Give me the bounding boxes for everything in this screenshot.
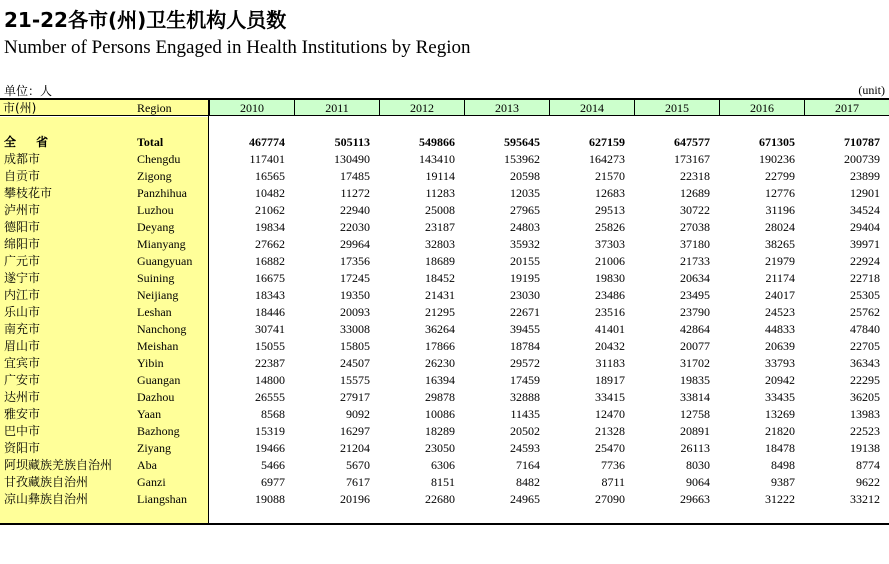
table-row-total <box>0 134 889 151</box>
table-row <box>0 338 889 355</box>
region-name-cn: 阿坝藏族羌族自治州 <box>4 458 113 472</box>
cell-value: 24803 <box>510 220 540 234</box>
cell-value: 37303 <box>595 237 625 251</box>
cell-value: 25826 <box>595 220 625 234</box>
cell-value: 21820 <box>765 424 795 438</box>
cell-value: 18784 <box>510 339 540 353</box>
cell-value: 35932 <box>510 237 540 251</box>
cell-value: 12776 <box>765 186 795 200</box>
region-name-en: Yaan <box>137 407 162 421</box>
cell-value: 30722 <box>680 203 710 217</box>
table-row <box>0 151 889 168</box>
cell-value: 153962 <box>504 152 540 166</box>
cell-value: 23050 <box>425 441 455 455</box>
cell-value: 12758 <box>680 407 710 421</box>
table-row <box>0 321 889 338</box>
cell-value: 29878 <box>425 390 455 404</box>
header-year-0: 2010 <box>209 100 294 116</box>
table-bottom-rule <box>0 523 889 525</box>
cell-value: 24017 <box>765 288 795 302</box>
cell-value: 22924 <box>850 254 880 268</box>
region-name-cn: 资阳市 <box>4 441 41 455</box>
cell-value: 18478 <box>765 441 795 455</box>
header-year-4: 2014 <box>549 100 634 116</box>
cell-value: 16675 <box>255 271 285 285</box>
region-name-en: Bazhong <box>137 424 180 438</box>
cell-value: 30741 <box>255 322 285 336</box>
region-name-en: Leshan <box>137 305 172 319</box>
cell-value: 18446 <box>255 305 285 319</box>
cell-value: 15319 <box>255 424 285 438</box>
table-row <box>0 270 889 287</box>
cell-value: 22671 <box>510 305 540 319</box>
region-name-en: Deyang <box>137 220 175 234</box>
cell-value: 20502 <box>510 424 540 438</box>
cell-value: 8151 <box>431 475 455 489</box>
cell-value: 31222 <box>765 492 795 506</box>
cell-value: 21174 <box>765 271 795 285</box>
cell-value: 595645 <box>504 135 540 149</box>
cell-value: 9387 <box>771 475 795 489</box>
table-row <box>0 304 889 321</box>
table-row <box>0 423 889 440</box>
cell-value: 27662 <box>255 237 285 251</box>
region-name-en: Ziyang <box>137 441 171 455</box>
cell-value: 21570 <box>595 169 625 183</box>
cell-value: 19466 <box>255 441 285 455</box>
cell-value: 18452 <box>425 271 455 285</box>
cell-value: 19114 <box>425 169 455 183</box>
header-region-cn: 市(州) <box>0 100 134 116</box>
cell-value: 627159 <box>589 135 625 149</box>
region-name-en: Ganzi <box>137 475 166 489</box>
region-name-cn: 全 省 <box>4 135 57 149</box>
region-name-cn: 德阳市 <box>4 220 41 234</box>
header-year-7: 2017 <box>804 100 889 116</box>
cell-value: 21431 <box>425 288 455 302</box>
region-name-en: Aba <box>137 458 157 472</box>
cell-value: 36264 <box>425 322 455 336</box>
cell-value: 31196 <box>765 203 795 217</box>
region-name-en: Luzhou <box>137 203 174 217</box>
cell-value: 22318 <box>680 169 710 183</box>
cell-value: 7617 <box>346 475 370 489</box>
region-name-en: Zigong <box>137 169 172 183</box>
cell-value: 16297 <box>340 424 370 438</box>
cell-value: 19830 <box>595 271 625 285</box>
table-row <box>0 219 889 236</box>
cell-value: 20093 <box>340 305 370 319</box>
header-year-3: 2013 <box>464 100 549 116</box>
header-year-2: 2012 <box>379 100 464 116</box>
cell-value: 23030 <box>510 288 540 302</box>
cell-value: 8568 <box>261 407 285 421</box>
region-name-cn: 泸州市 <box>4 203 41 217</box>
region-name-en: Dazhou <box>137 390 175 404</box>
cell-value: 20634 <box>680 271 710 285</box>
region-name-en: Meishan <box>137 339 179 353</box>
cell-value: 21006 <box>595 254 625 268</box>
cell-value: 6306 <box>431 458 455 472</box>
cell-value: 32803 <box>425 237 455 251</box>
cell-value: 21295 <box>425 305 455 319</box>
cell-value: 22295 <box>850 373 880 387</box>
cell-value: 6977 <box>261 475 285 489</box>
region-name-en: Chengdu <box>137 152 181 166</box>
cell-value: 33435 <box>765 390 795 404</box>
cell-value: 15055 <box>255 339 285 353</box>
cell-value: 24593 <box>510 441 540 455</box>
cell-value: 117401 <box>249 152 285 166</box>
cell-value: 11283 <box>425 186 455 200</box>
cell-value: 29513 <box>595 203 625 217</box>
cell-value: 33212 <box>850 492 880 506</box>
cell-value: 7164 <box>516 458 540 472</box>
table-row <box>0 168 889 185</box>
cell-value: 20891 <box>680 424 710 438</box>
cell-value: 27917 <box>340 390 370 404</box>
cell-value: 29663 <box>680 492 710 506</box>
cell-value: 8711 <box>601 475 625 489</box>
cell-value: 5670 <box>346 458 370 472</box>
cell-value: 19195 <box>510 271 540 285</box>
region-name-en: Guangyuan <box>137 254 193 268</box>
cell-value: 23790 <box>680 305 710 319</box>
table-row <box>0 372 889 389</box>
cell-value: 12901 <box>850 186 880 200</box>
table-row <box>0 457 889 474</box>
cell-value: 9622 <box>856 475 880 489</box>
cell-value: 22799 <box>765 169 795 183</box>
cell-value: 33415 <box>595 390 625 404</box>
cell-value: 25305 <box>850 288 880 302</box>
table-header <box>0 100 889 117</box>
cell-value: 41401 <box>595 322 625 336</box>
cell-value: 13983 <box>850 407 880 421</box>
table-row <box>0 236 889 253</box>
cell-value: 14800 <box>255 373 285 387</box>
cell-value: 9092 <box>346 407 370 421</box>
cell-value: 190236 <box>759 152 795 166</box>
cell-value: 34524 <box>850 203 880 217</box>
region-name-en: Liangshan <box>137 492 187 506</box>
cell-value: 671305 <box>759 135 795 149</box>
cell-value: 19834 <box>255 220 285 234</box>
cell-value: 16565 <box>255 169 285 183</box>
table-row <box>0 389 889 406</box>
cell-value: 26113 <box>680 441 710 455</box>
table-row <box>0 185 889 202</box>
cell-value: 17356 <box>340 254 370 268</box>
cell-value: 11272 <box>340 186 370 200</box>
cell-value: 25008 <box>425 203 455 217</box>
cell-value: 39971 <box>850 237 880 251</box>
cell-value: 39455 <box>510 322 540 336</box>
cell-value: 7736 <box>601 458 625 472</box>
cell-value: 24523 <box>765 305 795 319</box>
cell-value: 33008 <box>340 322 370 336</box>
cell-value: 23516 <box>595 305 625 319</box>
cell-value: 12470 <box>595 407 625 421</box>
region-name-en: Neijiang <box>137 288 179 302</box>
cell-value: 200739 <box>844 152 880 166</box>
cell-value: 21733 <box>680 254 710 268</box>
cell-value: 647577 <box>674 135 710 149</box>
region-name-cn: 甘孜藏族自治州 <box>4 475 89 489</box>
header-year-6: 2016 <box>719 100 804 116</box>
cell-value: 22705 <box>850 339 880 353</box>
cell-value: 28024 <box>765 220 795 234</box>
cell-value: 18689 <box>425 254 455 268</box>
cell-value: 20432 <box>595 339 625 353</box>
region-name-cn: 雅安市 <box>4 407 41 421</box>
region-name-en: Mianyang <box>137 237 186 251</box>
cell-value: 20077 <box>680 339 710 353</box>
region-name-cn: 内江市 <box>4 288 41 302</box>
cell-value: 32888 <box>510 390 540 404</box>
cell-value: 22680 <box>425 492 455 506</box>
cell-value: 27965 <box>510 203 540 217</box>
cell-value: 20598 <box>510 169 540 183</box>
page-title-cn: 21-22各市(州)卫生机构人员数 <box>4 8 287 32</box>
cell-value: 21328 <box>595 424 625 438</box>
cell-value: 44833 <box>765 322 795 336</box>
cell-value: 12683 <box>595 186 625 200</box>
cell-value: 8030 <box>686 458 710 472</box>
cell-value: 36343 <box>850 356 880 370</box>
region-name-en: Suining <box>137 271 175 285</box>
cell-value: 31183 <box>595 356 625 370</box>
cell-value: 15575 <box>340 373 370 387</box>
cell-value: 22030 <box>340 220 370 234</box>
cell-value: 13269 <box>765 407 795 421</box>
region-name-cn: 成都市 <box>4 152 41 166</box>
cell-value: 29404 <box>850 220 880 234</box>
region-name-cn: 凉山彝族自治州 <box>4 492 89 506</box>
cell-value: 26555 <box>255 390 285 404</box>
cell-value: 18343 <box>255 288 285 302</box>
cell-value: 20155 <box>510 254 540 268</box>
cell-value: 23187 <box>425 220 455 234</box>
header-year-1: 2011 <box>294 100 379 116</box>
header-year-5: 2015 <box>634 100 719 116</box>
page-title-en: Number of Persons Engaged in Health Institutions by Region <box>4 37 471 58</box>
unit-label-en: (unit) <box>858 83 885 97</box>
region-name-cn: 广安市 <box>4 373 41 387</box>
unit-label-cn: 单位：人 <box>4 84 53 98</box>
cell-value: 24965 <box>510 492 540 506</box>
cell-value: 27090 <box>595 492 625 506</box>
cell-value: 15805 <box>340 339 370 353</box>
region-name-cn: 乐山市 <box>4 305 41 319</box>
cell-value: 19088 <box>255 492 285 506</box>
cell-value: 18289 <box>425 424 455 438</box>
region-name-en: Yibin <box>137 356 164 370</box>
cell-value: 19138 <box>850 441 880 455</box>
region-name-en: Total <box>137 135 164 149</box>
table-row <box>0 202 889 219</box>
cell-value: 22523 <box>850 424 880 438</box>
cell-value: 143410 <box>419 152 455 166</box>
cell-value: 17245 <box>340 271 370 285</box>
cell-value: 33793 <box>765 356 795 370</box>
cell-value: 27038 <box>680 220 710 234</box>
table-row <box>0 474 889 491</box>
cell-value: 16882 <box>255 254 285 268</box>
region-name-cn: 南充市 <box>4 322 41 336</box>
cell-value: 37180 <box>680 237 710 251</box>
table-row <box>0 355 889 372</box>
cell-value: 21979 <box>765 254 795 268</box>
cell-value: 17866 <box>425 339 455 353</box>
cell-value: 38265 <box>765 237 795 251</box>
cell-value: 18917 <box>595 373 625 387</box>
table-row <box>0 491 889 508</box>
cell-value: 31702 <box>680 356 710 370</box>
cell-value: 33814 <box>680 390 710 404</box>
cell-value: 173167 <box>674 152 710 166</box>
region-name-cn: 巴中市 <box>4 424 41 438</box>
region-name-cn: 眉山市 <box>4 339 41 353</box>
cell-value: 25470 <box>595 441 625 455</box>
cell-value: 710787 <box>844 135 880 149</box>
table-row <box>0 406 889 423</box>
cell-value: 29964 <box>340 237 370 251</box>
cell-value: 20196 <box>340 492 370 506</box>
cell-value: 17485 <box>340 169 370 183</box>
region-name-en: Nanchong <box>137 322 187 336</box>
cell-value: 8498 <box>771 458 795 472</box>
region-name-cn: 广元市 <box>4 254 41 268</box>
cell-value: 21204 <box>340 441 370 455</box>
cell-value: 24507 <box>340 356 370 370</box>
region-name-cn: 宜宾市 <box>4 356 41 370</box>
cell-value: 8774 <box>856 458 880 472</box>
cell-value: 19350 <box>340 288 370 302</box>
region-name-cn: 攀枝花市 <box>4 186 53 200</box>
cell-value: 5466 <box>261 458 285 472</box>
cell-value: 23486 <box>595 288 625 302</box>
cell-value: 23495 <box>680 288 710 302</box>
cell-value: 20639 <box>765 339 795 353</box>
region-name-en: Guangan <box>137 373 181 387</box>
region-name-en: Panzhihua <box>137 186 187 200</box>
cell-value: 11435 <box>510 407 540 421</box>
header-region-en: Region <box>134 100 208 116</box>
cell-value: 25762 <box>850 305 880 319</box>
cell-value: 164273 <box>589 152 625 166</box>
cell-value: 505113 <box>334 135 370 149</box>
cell-value: 36205 <box>850 390 880 404</box>
region-name-cn: 自贡市 <box>4 169 41 183</box>
cell-value: 22940 <box>340 203 370 217</box>
cell-value: 42864 <box>680 322 710 336</box>
cell-value: 29572 <box>510 356 540 370</box>
cell-value: 21062 <box>255 203 285 217</box>
region-name-cn: 遂宁市 <box>4 271 41 285</box>
cell-value: 8482 <box>516 475 540 489</box>
cell-value: 23899 <box>850 169 880 183</box>
cell-value: 9064 <box>686 475 710 489</box>
cell-value: 22387 <box>255 356 285 370</box>
cell-value: 12689 <box>680 186 710 200</box>
cell-value: 26230 <box>425 356 455 370</box>
cell-value: 130490 <box>334 152 370 166</box>
cell-value: 20942 <box>765 373 795 387</box>
region-name-cn: 绵阳市 <box>4 237 41 251</box>
region-name-cn: 达州市 <box>4 390 41 404</box>
cell-value: 12035 <box>510 186 540 200</box>
cell-value: 22718 <box>850 271 880 285</box>
cell-value: 47840 <box>850 322 880 336</box>
cell-value: 19835 <box>680 373 710 387</box>
cell-value: 549866 <box>419 135 455 149</box>
table-row <box>0 287 889 304</box>
cell-value: 467774 <box>249 135 285 149</box>
table-row <box>0 440 889 457</box>
cell-value: 16394 <box>425 373 455 387</box>
cell-value: 10482 <box>255 186 285 200</box>
table-row <box>0 253 889 270</box>
cell-value: 17459 <box>510 373 540 387</box>
cell-value: 10086 <box>425 407 455 421</box>
